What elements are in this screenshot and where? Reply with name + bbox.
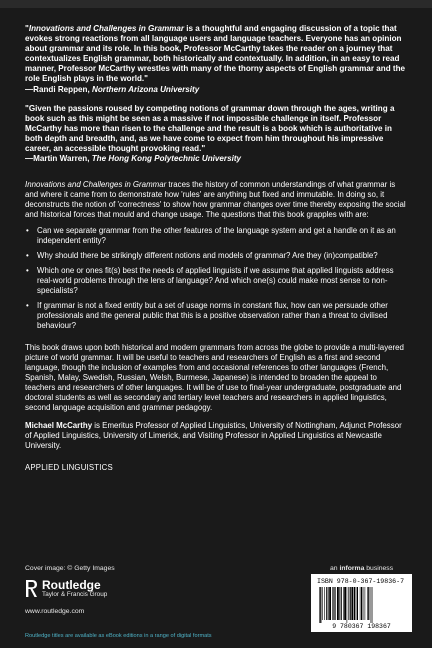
ebook-note: Routledge titles are available as eBook editions in a range of digital formats <box>25 633 212 639</box>
isbn-barcode <box>311 574 412 632</box>
list-item: • If grammar is not a fixed entity but a set of usage norms in constant flux, how can we persuade other professionals and the general public that this is a positive observation rather than a threat to civilised behaviour? <box>26 301 388 331</box>
publisher-website[interactable]: www.routledge.com <box>25 608 85 615</box>
endorsement-text: is a thoughtful and engaging discussion of a topic that evokes strong reactions from all language users and language teachers. Everyone has an opinion about grammar and its role. In this book, Professor McCarthy takes the reader on a journey that contextualizes English grammar, both historically and contextually. In addition, in an easy to read manner, Professor McCarthy wrestles with many of the thorny aspects of English grammar and the role English plays in the world." <box>25 24 406 84</box>
endorsement-attribution: —Randi Reppen, Northern Arizona University <box>25 84 200 94</box>
barcode-bar <box>357 587 358 620</box>
barcode-bar <box>350 587 351 620</box>
barcode-bar <box>372 587 373 623</box>
subject-category: APPLIED LINGUISTICS <box>25 463 113 473</box>
barcode-bar <box>324 587 325 620</box>
publisher-name: Routledge <box>42 578 101 592</box>
barcode-bar <box>333 587 334 620</box>
barcode-bar <box>326 587 327 620</box>
barcode-bar <box>354 587 355 620</box>
author-bio: Michael McCarthy is Emeritus Professor of Applied Linguistics, University of Nottingham, Adjunct Professor of Applied Linguistics, University of Limerick, and Visiting Professor in Applied Linguistics at Newcastle University. <box>25 421 402 451</box>
barcode-bar <box>344 587 346 620</box>
barcode-bar <box>343 587 344 620</box>
endorsement-warren <box>25 104 409 165</box>
barcode-bar <box>361 587 362 620</box>
endorsement-book-title: Innovations and Challenges in Grammar <box>28 24 185 33</box>
barcode-graphic <box>315 587 408 629</box>
barcode-bar <box>341 587 342 620</box>
svg-text:9 780367 198367: 9 780367 198367 <box>332 623 391 629</box>
barcode-bar <box>360 587 361 620</box>
author-name: Michael McCarthy <box>25 421 93 431</box>
barcode-bar <box>335 587 336 620</box>
isbn-text: ISBN 978-0-367-19836-7 <box>317 578 405 585</box>
barcode-bar <box>368 587 369 620</box>
barcode-bar <box>329 587 331 620</box>
endorsement-text: "Given the passions roused by competing notions of grammar down through the ages, writing a book such as this might be seen as a massive if not impossible challenge in itself. Professor McCarthy has more than risen to the challenge and the result is a book which is authoritative in both depth and breadth, and, as we have come to expect from him throughout his impressive career, an accessible thought provoking read." <box>25 103 395 154</box>
footer <box>0 563 432 648</box>
barcode-bar <box>332 587 333 620</box>
barcode-bar <box>356 587 357 620</box>
list-item: • Why should there be strikingly different notions and models of grammar? Are they (in)compatible? <box>26 251 378 261</box>
closing-paragraph: This book draws upon both historical and modern grammars from across the globe to provide a multi-layered picture of world grammar. It will be useful to teachers and researchers of English as a first and second language, though the inclusion of examples from and occasional references to other languages (French, Spanish, Malay, Swedish, Russian, Welsh, Burmese, Japanese) is intended to broaden the appeal to teachers and researchers of other languages. It will be of use to final-year undergraduate, postgraduate and doctoral students as well as secondary and tertiary level teachers and researchers in applied linguistics, second language acquisition and grammar pedagogy. <box>25 343 404 413</box>
description-book-title: Innovations and Challenges in Grammar <box>25 180 167 190</box>
cover-text <box>25 24 409 472</box>
barcode-bar <box>339 587 340 620</box>
barcode-bar <box>351 587 353 620</box>
barcode-bar <box>320 587 321 623</box>
list-item: • Can we separate grammar from the other features of the language system and get a handle on it as an independent entity? <box>26 226 396 246</box>
barcode-bar <box>371 587 372 623</box>
barcode-bar <box>328 587 329 620</box>
routledge-logo <box>25 578 145 606</box>
questions-list <box>25 226 409 331</box>
book-description: Innovations and Challenges in Grammar traces the history of common understandings of what grammar is and where it came from to demonstrate how 'rules' are anything but fixed and immutable. In doing so, it deconstructs the notion of 'correctness' to show how grammar changes over time thereby exposing the social and historical forces that mould and change usage. The questions that this book grapples with are: <box>25 180 406 220</box>
barcode-bar <box>319 587 320 623</box>
barcode-bar <box>363 587 364 620</box>
barcode-bar <box>337 587 339 620</box>
endorsement-attribution: —Martin Warren, The Hong Kong Polytechnic University <box>25 154 242 164</box>
barcode-bar <box>322 587 323 620</box>
endorsement-reppen: "Innovations and Challenges in Grammar is a thoughtful and engaging discussion of a topic that evokes strong reactions from all language users and language teachers. Everyone has an opinion about grammar and its role. In this book, Professor McCarthy takes the reader on a journey that contextualizes English grammar, both historically and contextually. In addition, in an easy to read manner, Professor McCarthy wrestles with many of the thorny aspects of English grammar and the role English plays in the world." —Randi Reppen, Northern Arizona University <box>25 24 409 95</box>
barcode-bar <box>365 587 366 620</box>
publisher-group: Taylor & Francis Group <box>42 591 108 598</box>
barcode-bar <box>347 587 348 623</box>
top-strip <box>0 0 432 8</box>
routledge-logo-icon <box>25 579 38 598</box>
barcode-bar <box>348 587 349 620</box>
list-item: • Which one or ones fit(s) best the needs of applied linguists if we assume that applied linguists address real-world problems through the lens of language? And which one(s) could make most sense to non-specialists? <box>26 266 394 296</box>
barcode-bar <box>367 587 368 620</box>
informa-business: an informa business <box>330 565 394 572</box>
cover-credit: Cover image: © Getty Images <box>25 565 115 572</box>
